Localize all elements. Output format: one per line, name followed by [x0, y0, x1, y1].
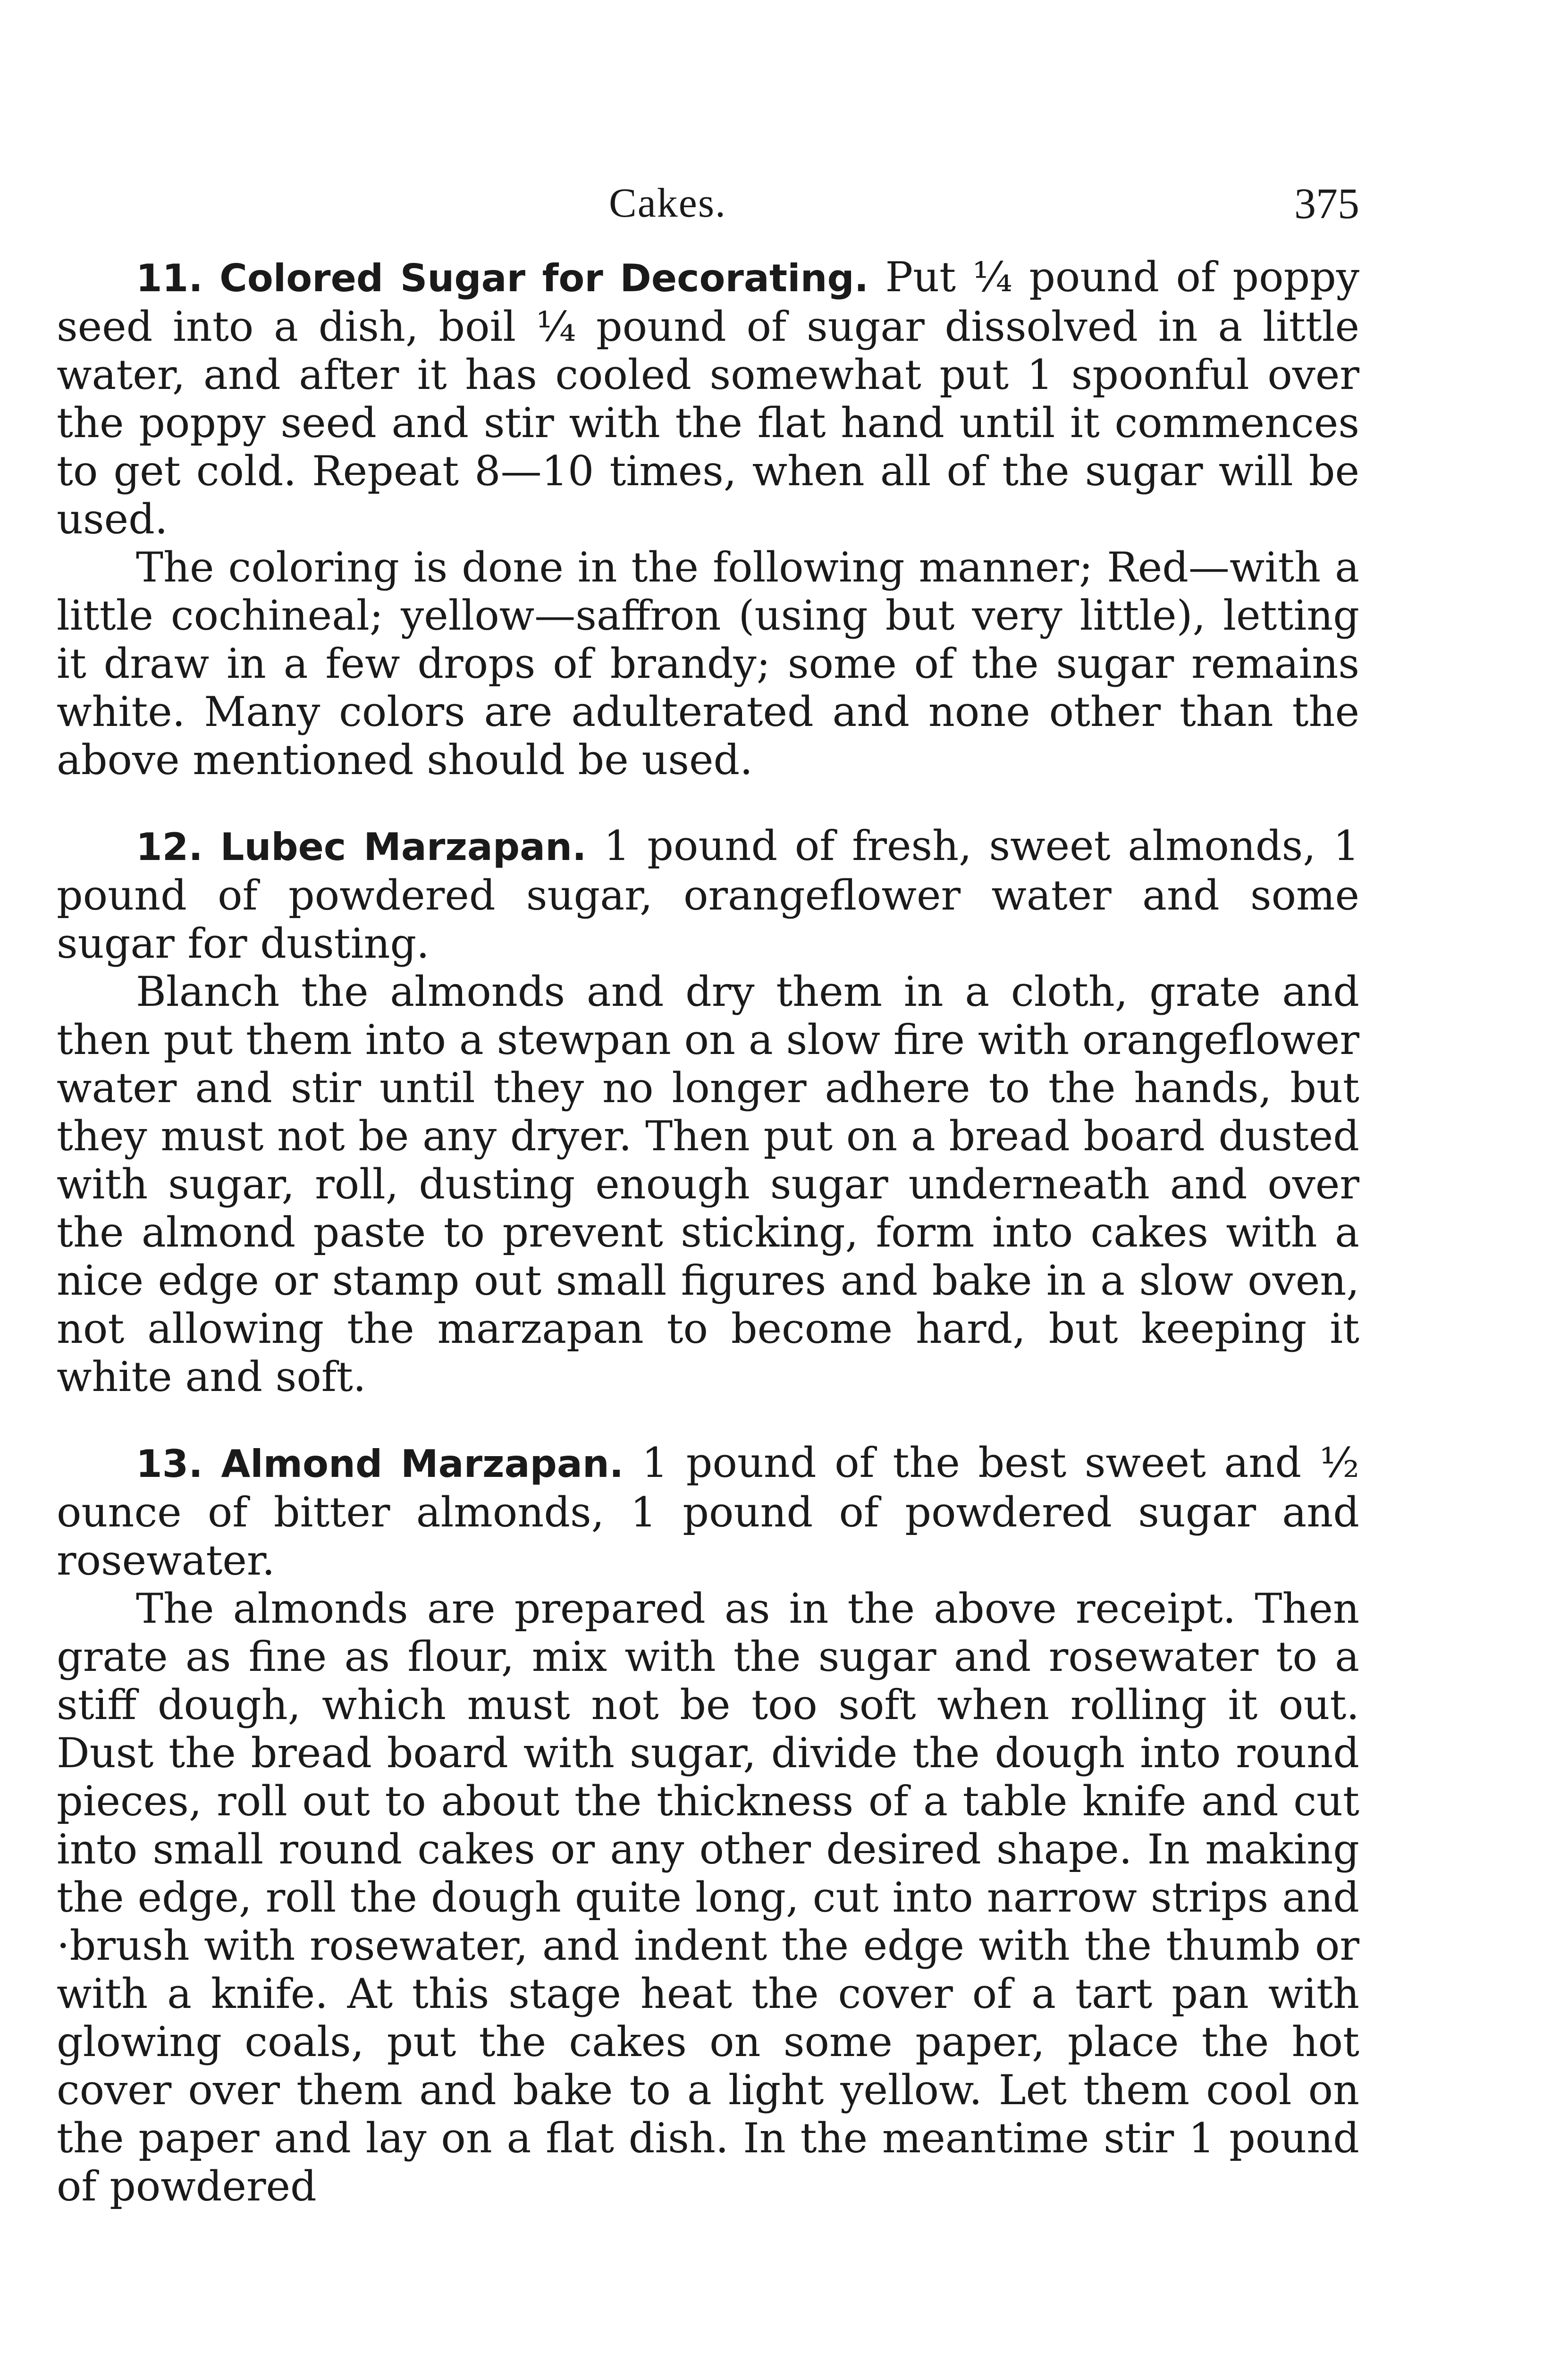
recipe-paragraph: The almonds are prepared as in the above receipt. Then grate as fine as flour, mix with the sugar and rosewater to a stiff dough, which must not be too soft when rolling it out. Dust the bread board with sugar, divide the dough into round pieces, roll out to about the thickness of a table knife and cut into small round cakes or any other desired shape. In making the edge, roll the dough quite long, cut into narrow strips and ·brush with rosewater, and indent the edge with the thumb or with a knife. At this stage heat the cover of a tart pan with glowing coals, put the cakes on some paper, place the hot cover over them and bake to a light yellow. Let them cool on the paper and lay on a flat dish. In the meantime stir 1 pound of powdered	[57, 1585, 1359, 2210]
recipe-paragraph: The coloring is done in the following manner; Red—with a little cochineal; yellow—saffron (using but very little), letting it draw in a few drops of brandy; some of the sugar remains white. Many colors are adulterated and none other than the above mentioned should be used.	[57, 543, 1359, 784]
running-title: Cakes.	[609, 180, 727, 226]
recipe-13	[57, 1439, 1359, 2210]
recipe-paragraph	[57, 822, 1359, 968]
recipe-number: 11.	[136, 256, 203, 300]
recipe-text: Put ¼ pound of poppy seed into a dish, boil ¼ pound of sugar dissolved in a little water, and after it has cooled somewhat put 1 spoonful over the poppy seed and stir with the flat hand until it commences to get cold. Repeat 8—10 times, when all of the sugar will be used.	[57, 253, 1360, 543]
recipe-title: Almond Marzapan.	[221, 1442, 624, 1486]
recipe-title: Colored Sugar for Decorating.	[219, 256, 869, 300]
recipe-title: Lubec Marzapan.	[220, 825, 587, 869]
recipe-number: 13.	[136, 1442, 203, 1486]
recipe-text: 1 pound of fresh, sweet almonds, 1 pound of powdered sugar, orangeflower water and some sugar for dusting.	[57, 822, 1360, 968]
book-page	[57, 179, 1359, 2248]
recipe-paragraph: Blanch the almonds and dry them in a cloth, grate and then put them into a stewpan on a slow fire with orangeflower water and stir until they no longer adhere to the hands, but they must not be any dryer. Then put on a bread board dusted with sugar, roll, dusting enough sugar underneath and over the almond paste to prevent sticking, form into cakes with a nice edge or stamp out small figures and bake in a slow oven, not allowing the marzapan to become hard, but keeping it white and soft.	[57, 968, 1359, 1401]
recipe-number: 12.	[136, 825, 203, 869]
running-head	[57, 179, 1359, 231]
recipe-12	[57, 822, 1359, 1401]
recipe-11	[57, 253, 1359, 784]
page-number: 375	[1294, 179, 1359, 228]
recipe-paragraph	[57, 253, 1359, 543]
recipe-paragraph	[57, 1439, 1359, 1585]
recipe-text: 1 pound of the best sweet and ½ ounce of bitter almonds, 1 pound of powdered sugar and rosewater.	[57, 1439, 1360, 1585]
